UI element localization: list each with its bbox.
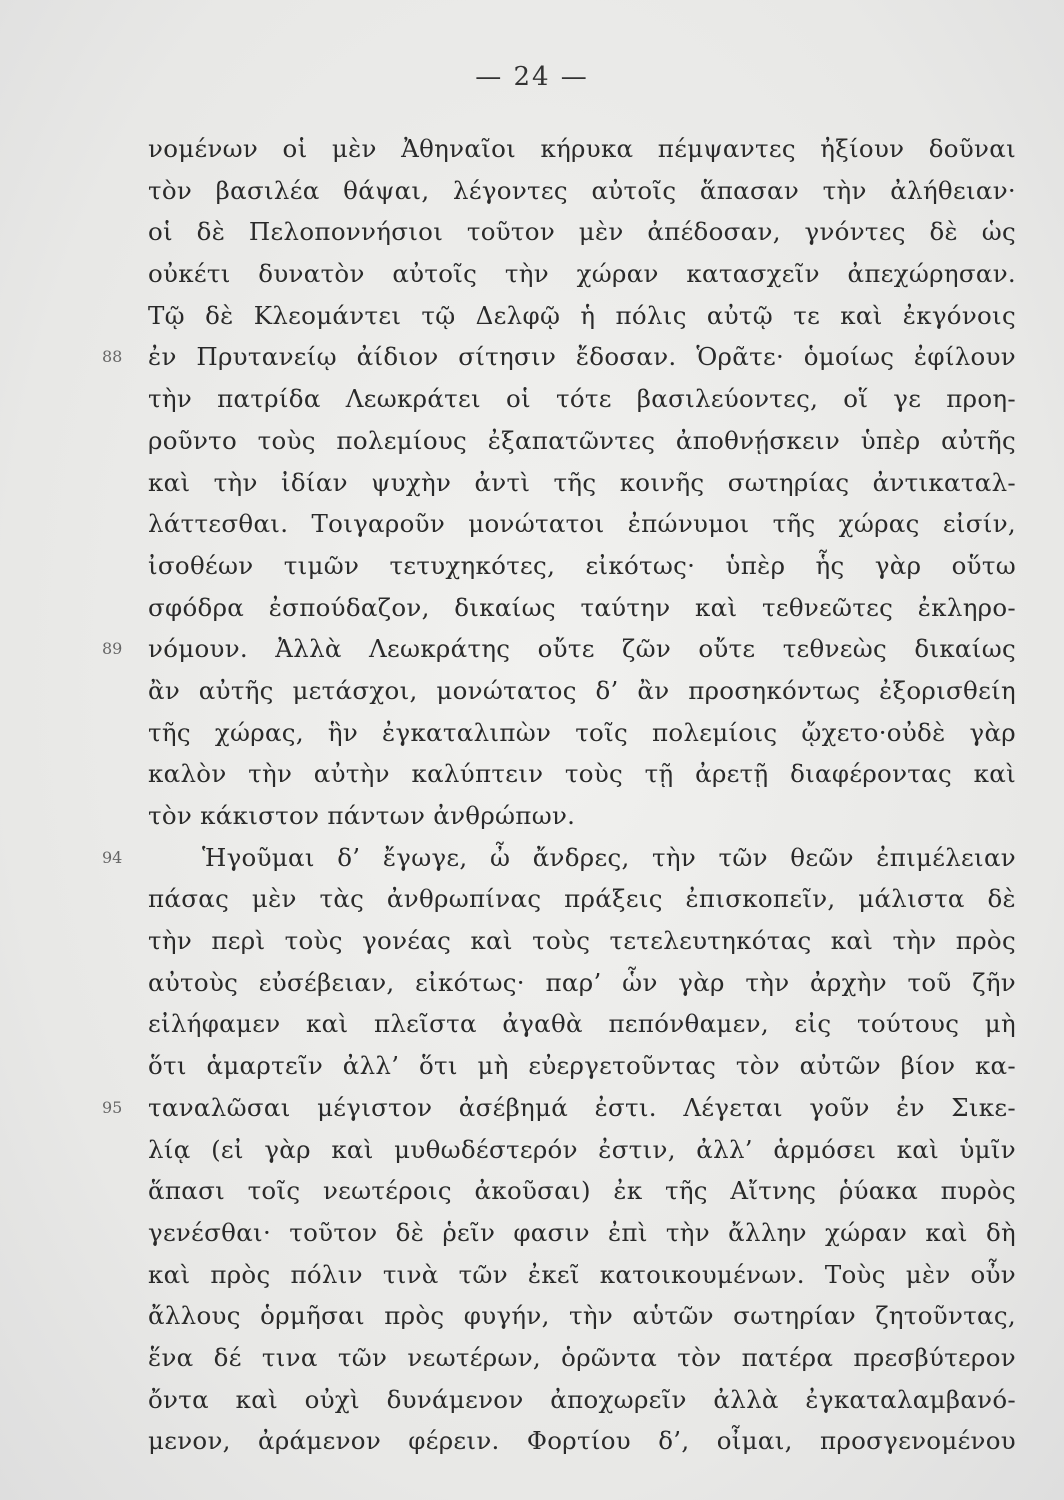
text-line xyxy=(148,211,1016,253)
text-line xyxy=(148,1212,1016,1254)
line-text: καὶ πρὸς πόλιν τινὰ τῶν ἐκεῖ κατοικουμένων. Τοὺς μὲν οὖν xyxy=(148,1259,1016,1289)
line-text: αὐτοὺς εὐσέβειαν, εἰκότως· παρ’ ὧν γὰρ τὴν ἀρχὴν τοῦ ζῆν xyxy=(148,967,1016,997)
page-number: — 24 — xyxy=(475,62,589,92)
text-line xyxy=(148,128,1016,170)
line-text: Ἡγοῦμαι δ’ ἔγωγε, ὦ ἄνδρες, τὴν τῶν θεῶν ἐπιμέλειαν xyxy=(202,842,1016,872)
line-text: σφόδρα ἐσπούδαζον, δικαίως ταύτην καὶ τεθνεῶτες ἐκληρο- xyxy=(148,592,1016,622)
line-text: καλὸν τὴν αὐτὴν καλύπτειν τοὺς τῇ ἀρετῇ διαφέροντας καὶ xyxy=(148,759,1016,789)
line-text: τὴν πατρίδα Λεωκράτει οἱ τότε βασιλεύοντες, οἵ γε προη- xyxy=(148,384,1016,414)
line-text: ὅτι ἁμαρτεῖν ἀλλ’ ὅτι μὴ εὐεργετοῦντας τὸν αὐτῶν βίον κα- xyxy=(148,1051,1016,1081)
text-line xyxy=(148,1045,1016,1087)
line-text: ροῦντο τοὺς πολεμίους ἐξαπατῶντες ἀποθνῄσκειν ὑπὲρ αὐτῆς xyxy=(148,425,1016,455)
line-text: ταναλῶσαι μέγιστον ἀσέβημά ἐστι. Λέγεται γοῦν ἐν Σικε- xyxy=(148,1092,1016,1122)
text-line xyxy=(148,1170,1016,1212)
line-text: πάσας μὲν τὰς ἀνθρωπίνας πράξεις ἐπισκοπεῖν, μάλιστα δὲ xyxy=(148,884,1016,914)
text-line xyxy=(148,545,1016,587)
text-line xyxy=(148,378,1016,420)
text-line xyxy=(148,503,1016,545)
text-line xyxy=(148,587,1016,629)
text-line xyxy=(148,253,1016,295)
text-line xyxy=(148,712,1016,754)
line-text: νόμουν. Ἀλλὰ Λεωκράτης οὔτε ζῶν οὔτε τεθνεὼς δικαίως xyxy=(148,634,1016,664)
line-text: λάττεσθαι. Τοιγαροῦν μονώτατοι ἐπώνυμοι τῆς χώρας εἰσίν, xyxy=(148,509,1016,539)
text-line xyxy=(148,753,1016,795)
line-text: ἐν Πρυτανείῳ ἀίδιον σίτησιν ἔδοσαν. Ὁρᾶτε· ὁμοίως ἐφίλουν xyxy=(148,342,1016,372)
text-line xyxy=(148,795,1016,837)
line-text: εἰλήφαμεν καὶ πλεῖστα ἀγαθὰ πεπόνθαμεν, εἰς τούτους μὴ xyxy=(148,1009,1016,1039)
line-text: τὸν βασιλέα θάψαι, λέγοντες αὐτοῖς ἅπασαν τὴν ἀλήθειαν· xyxy=(148,175,1016,205)
line-text: τῆς χώρας, ἣν ἐγκαταλιπὼν τοῖς πολεμίοις ᾤχετο·οὐδὲ γὰρ xyxy=(148,717,1016,747)
text-line xyxy=(102,1087,1016,1129)
text-line xyxy=(148,962,1016,1004)
text-line xyxy=(148,1254,1016,1296)
text-line xyxy=(148,420,1016,462)
margin-section-number: 89 xyxy=(102,639,123,659)
line-text: γενέσθαι· τοῦτον δὲ ῥεῖν φασιν ἐπὶ τὴν ἄλλην χώραν καὶ δὴ xyxy=(148,1217,1016,1247)
text-line xyxy=(148,1129,1016,1171)
text-line xyxy=(148,878,1016,920)
text-line xyxy=(148,1295,1016,1337)
text-block xyxy=(102,128,1016,1462)
line-text: ἰσοθέων τιμῶν τετυχηκότες, εἰκότως· ὑπὲρ ἧς γὰρ οὕτω xyxy=(148,550,1016,580)
text-line xyxy=(148,170,1016,212)
line-text: λίᾳ (εἰ γὰρ καὶ μυθωδέστερόν ἐστιν, ἀλλ’ ἁρμόσει καὶ ὑμῖν xyxy=(148,1134,1016,1164)
text-line xyxy=(148,1337,1016,1379)
text-line xyxy=(148,462,1016,504)
line-text: καὶ τὴν ἰδίαν ψυχὴν ἀντὶ τῆς κοινῆς σωτηρίας ἀντικαταλ- xyxy=(148,467,1016,497)
line-text: Τῷ δὲ Κλεομάντει τῷ Δελφῷ ἡ πόλις αὐτῷ τε καὶ ἐκγόνοις xyxy=(148,300,1016,330)
line-text: τὴν περὶ τοὺς γονέας καὶ τοὺς τετελευτηκότας καὶ τὴν πρὸς xyxy=(148,926,1016,956)
text-line xyxy=(102,336,1016,378)
text-line xyxy=(102,837,1016,879)
text-line xyxy=(148,920,1016,962)
line-text: ἕνα δέ τινα τῶν νεωτέρων, ὁρῶντα τὸν πατέρα πρεσβύτερον xyxy=(148,1342,1016,1372)
margin-section-number: 95 xyxy=(102,1097,123,1117)
text-line xyxy=(148,1379,1016,1421)
line-text: μενον, ἀράμενον φέρειν. Φορτίου δ’, οἶμαι, προσγενομένου xyxy=(148,1426,1016,1456)
text-line xyxy=(148,670,1016,712)
line-text: νομένων οἱ μὲν Ἀθηναῖοι κήρυκα πέμψαντες ἠξίουν δοῦναι xyxy=(148,134,1016,163)
line-text: οἱ δὲ Πελοποννήσιοι τοῦτον μὲν ἀπέδοσαν, γνόντες δὲ ὡς xyxy=(148,217,1016,247)
line-text: ἂν αὐτῆς μετάσχοι, μονώτατος δ’ ἂν προσηκόντως ἐξορισθείη xyxy=(148,675,1016,705)
text-line xyxy=(148,1420,1016,1462)
text-line xyxy=(148,295,1016,337)
line-text: οὐκέτι δυνατὸν αὐτοῖς τὴν χώραν κατασχεῖν ἀπεχώρησαν. xyxy=(148,259,1016,289)
line-text: ὄντα καὶ οὐχὶ δυνάμενον ἀποχωρεῖν ἀλλὰ ἐγκαταλαμβανό- xyxy=(148,1384,1016,1414)
line-text: ἅπασι τοῖς νεωτέροις ἀκοῦσαι) ἐκ τῆς Αἴτνης ῥύακα πυρὸς xyxy=(148,1176,1016,1206)
text-line xyxy=(102,628,1016,670)
line-text: ἄλλους ὁρμῆσαι πρὸς φυγήν, τὴν αὑτῶν σωτηρίαν ζητοῦντας, xyxy=(148,1301,1016,1331)
margin-section-number: 88 xyxy=(102,347,123,367)
text-line xyxy=(148,1003,1016,1045)
margin-section-number: 94 xyxy=(102,847,123,867)
line-text: τὸν κάκιστον πάντων ἀνθρώπων. xyxy=(148,801,576,830)
